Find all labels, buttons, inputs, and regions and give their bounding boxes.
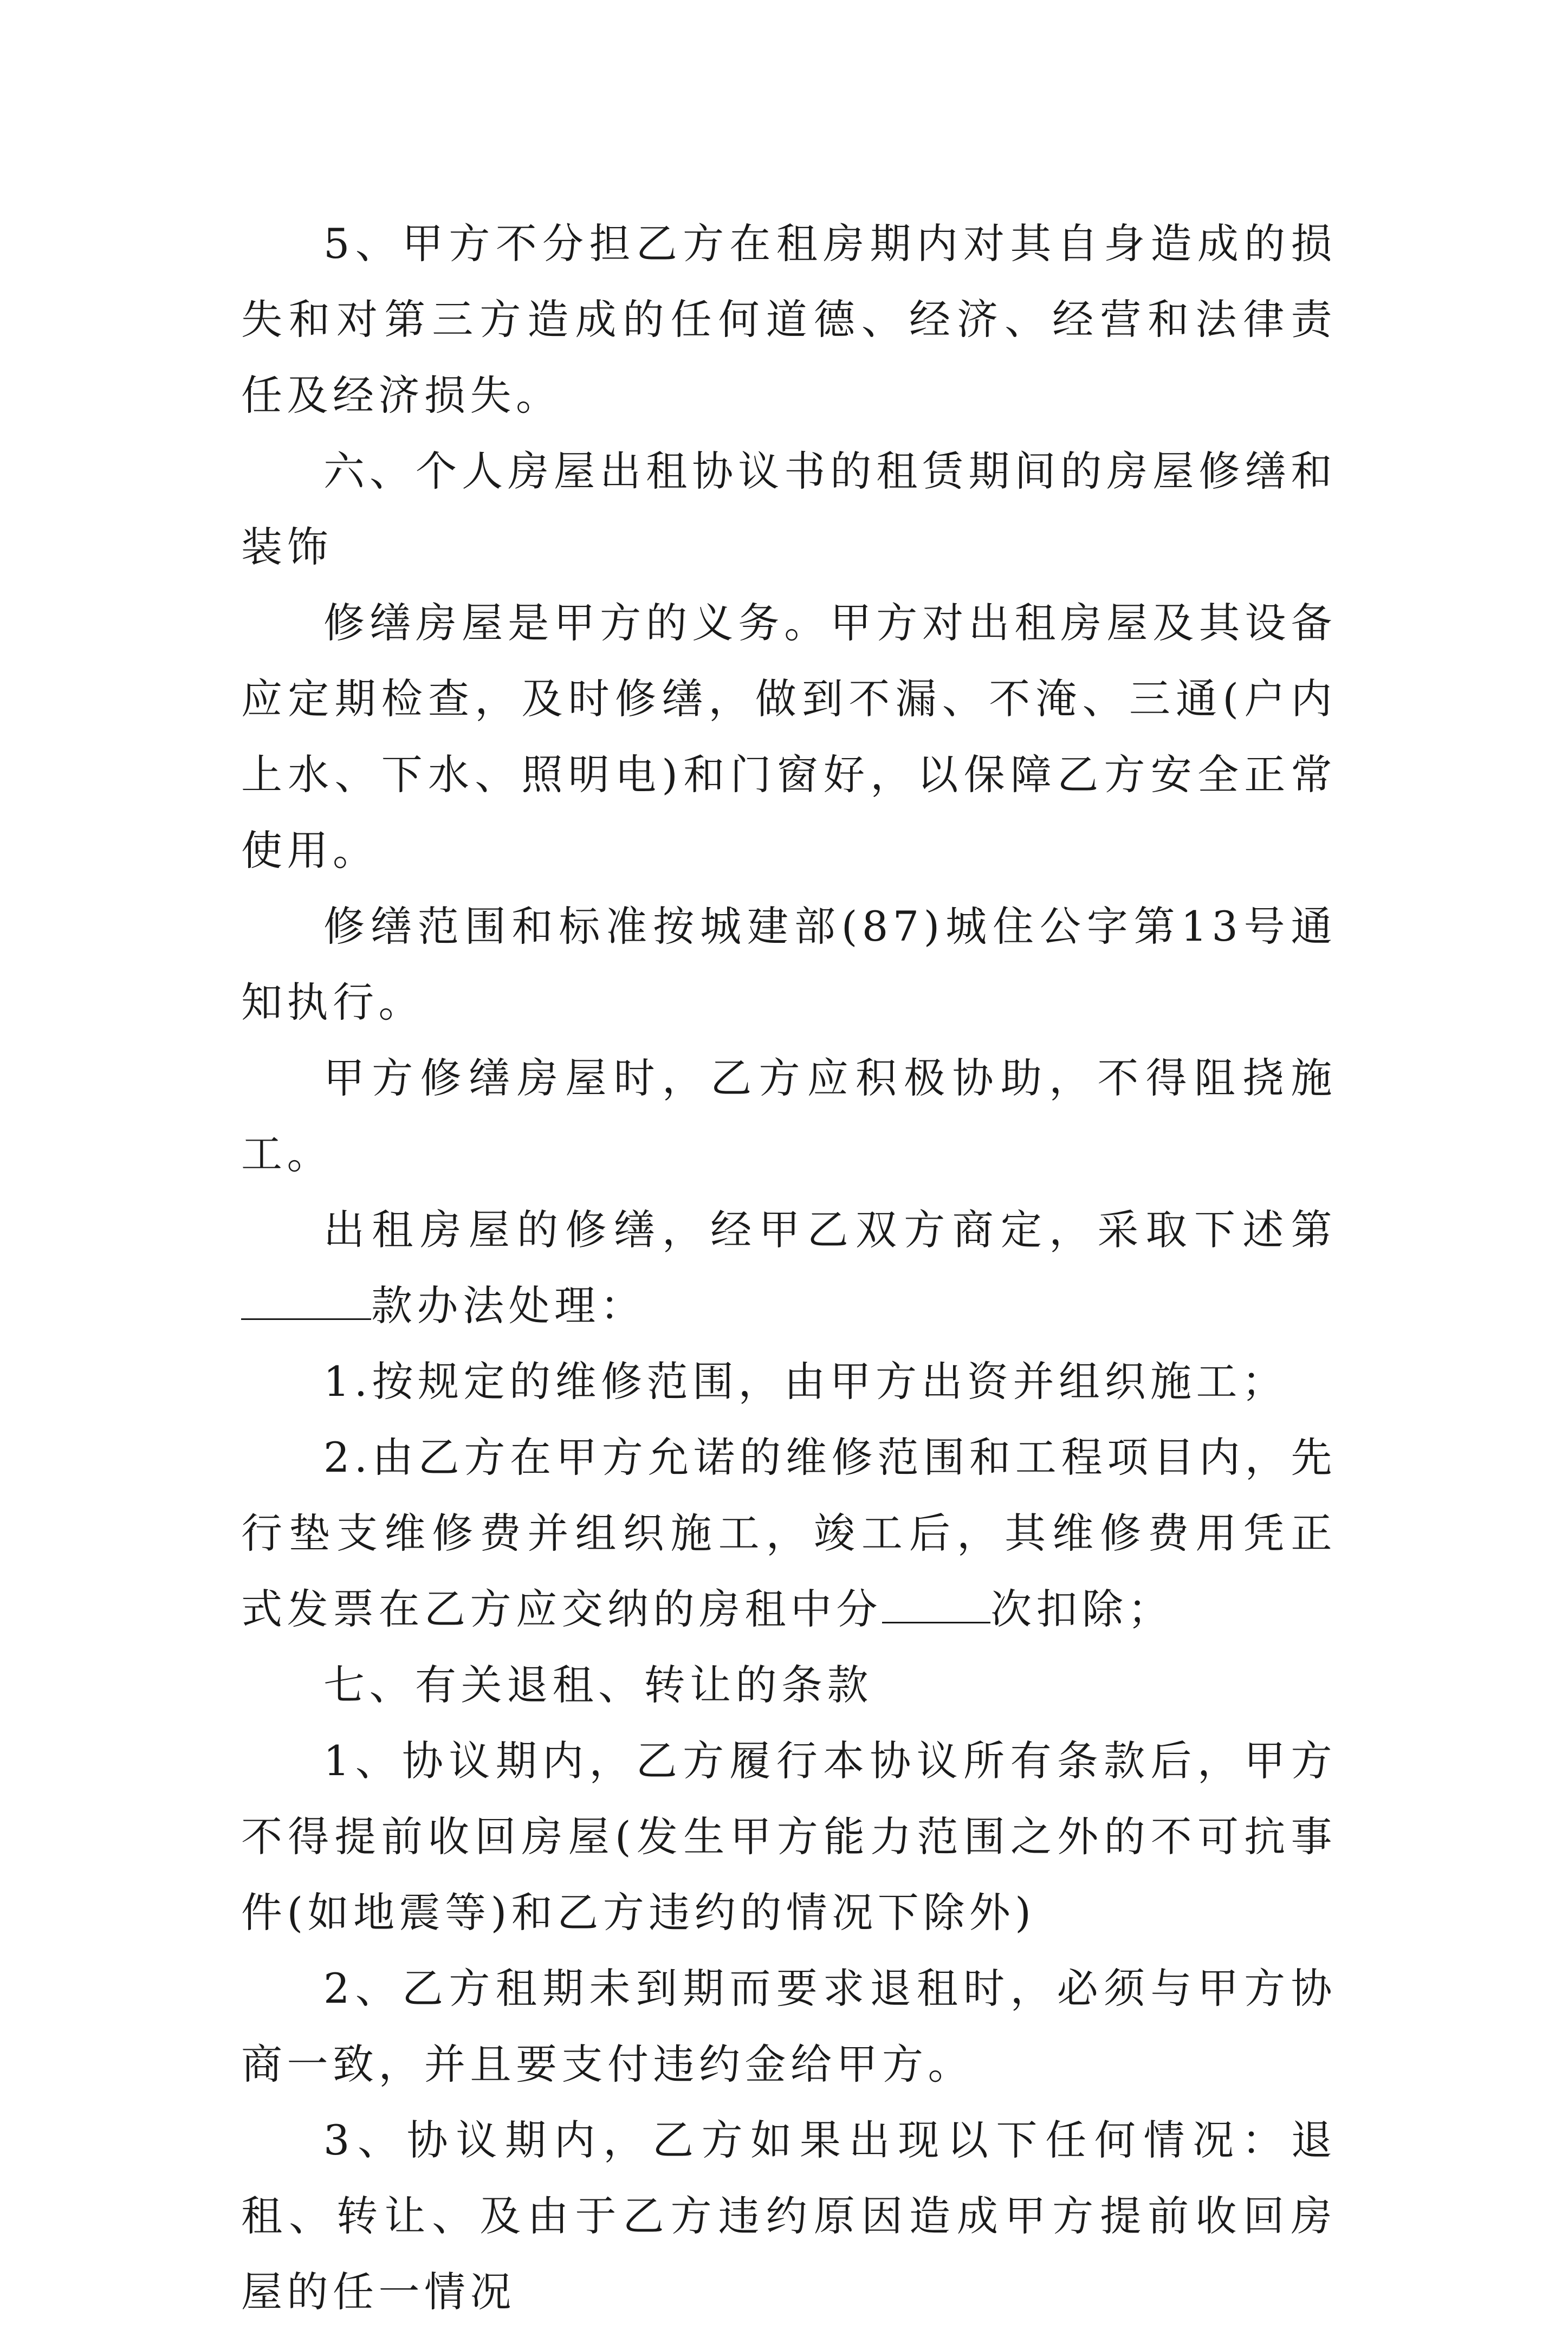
repair-duty-paragraph: 修缮房屋是甲方的义务。甲方对出租房屋及其设备应定期检查，及时修缮，做到不漏、不淹、三通(户内上水、下水、照明电)和门窗好，以保障乙方安全正常使用。	[241, 599, 1337, 875]
repair-method-text-after: 款办法处理：	[371, 1282, 646, 1330]
method-number-blank	[241, 1280, 371, 1320]
installment-count-blank	[882, 1584, 990, 1623]
repair-option-2	[241, 1420, 1337, 1647]
document-page	[241, 206, 1337, 2330]
termination-clause-2: 2、乙方租期未到期而要求退租时，必须与甲方协商一致，并且要支付违约金给甲方。	[241, 1964, 1337, 2088]
section-6-heading: 六、个人房屋出租协议书的租赁期间的房屋修缮和装饰	[241, 447, 1337, 571]
repair-option-1: 1.按规定的维修范围，由甲方出资并组织施工；	[323, 1357, 1288, 1406]
repair-option-2-text-before: 2.由乙方在甲方允诺的维修范围和工程项目内，先行垫支维修费并组织施工，竣工后，其维修费用凭正式发票在乙方应交纳的房租中分	[241, 1433, 1337, 1633]
repair-method-text-before: 出租房屋的修缮，经甲乙双方商定，采取下述第	[323, 1206, 1337, 1254]
repair-option-2-text-after: 次扣除；	[990, 1585, 1174, 1633]
section-7-heading: 七、有关退租、转让的条款	[323, 1661, 873, 1709]
clause-5-losses: 5、甲方不分担乙方在租房期内对其自身造成的损失和对第三方造成的任何道德、经济、经营和法律责任及经济损失。	[241, 219, 1337, 419]
repair-cooperation-paragraph: 甲方修缮房屋时，乙方应积极协助，不得阻挠施工。	[241, 1054, 1337, 1178]
repair-standard-paragraph: 修缮范围和标准按城建部(87)城住公字第13号通知执行。	[241, 902, 1337, 1026]
termination-clause-3: 3、协议期内，乙方如果出现以下任何情况：退租、转让、及由于乙方违约原因造成甲方提前收回房屋的任一情况	[241, 2116, 1337, 2316]
repair-method-paragraph	[241, 1192, 1337, 1344]
termination-clause-1: 1、协议期内，乙方履行本协议所有条款后，甲方不得提前收回房屋(发生甲方能力范围之外的不可抗事件(如地震等)和乙方违约的情况下除外)	[241, 1737, 1337, 1937]
